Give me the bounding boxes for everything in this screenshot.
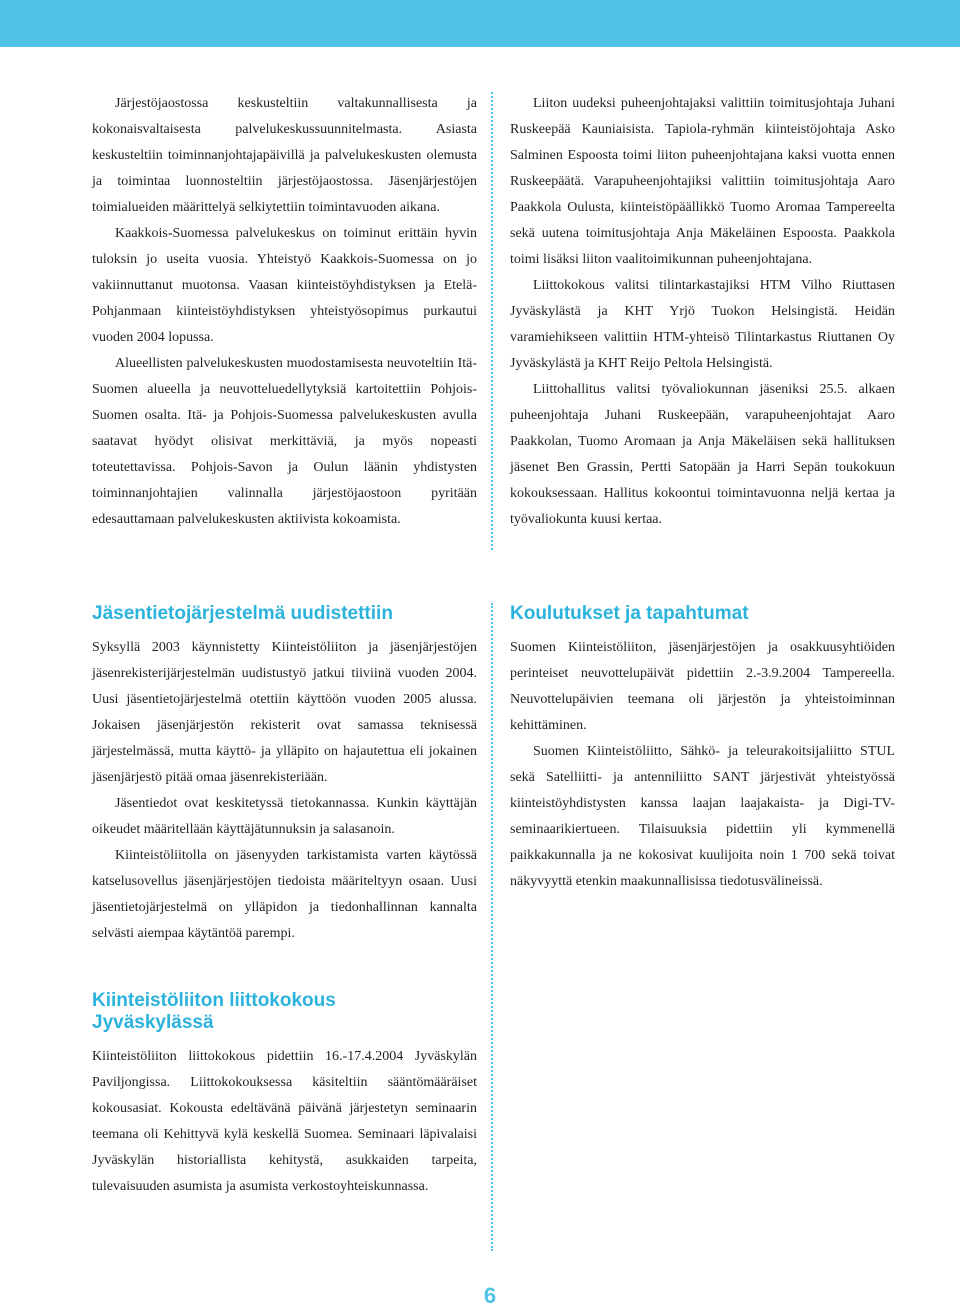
paragraph: Kiinteistöliiton liittokokous pidettiin 16.-17.4.2004 Jyväskylän Paviljongissa. Liittokokouksessa käsiteltiin sääntömääräiset kokousasiat. Kokousta edeltävänä päivänä järjestetyn seminaarin teemana oli Kehittyvä kylä keskellä Suomea. Seminaari läpivalaisi Jyväskylän historiallista kehitystä, asukkaiden tarpeita, tulevaisuuden asumista ja asumista verkostoyhteiskunnassa. xyxy=(92,1049,477,1194)
paragraph: Kiinteistöliitolla on jäsenyyden tarkistamista varten käytössä katselusovellus jäsenjärjestöjen tiedoista määriteltyyn osaan. Uusi jäsentietojärjestelmä on ylläpidon ja tiedonhallinnan kannalta selvästi aiempaa käytäntöä parempi. xyxy=(92,848,477,941)
heading-line: Jyväskylässä xyxy=(92,1012,214,1033)
membership-section xyxy=(92,603,477,947)
section-heading xyxy=(92,990,477,1034)
top-color-band xyxy=(0,0,960,47)
page-number: 6 xyxy=(483,1283,497,1308)
paragraph: Jäsentiedot ovat keskitetyssä tietokannassa. Kunkin käyttäjän oikeudet määritellään käyttäjätunnuksin ja salasanoin. xyxy=(92,796,477,837)
column-divider xyxy=(491,92,493,550)
left-intro-text xyxy=(92,91,477,533)
paragraph: Syksyllä 2003 käynnistetty Kiinteistöliiton ja jäsenjärjestöjen jäsenrekisterijärjestelmän uudistustyö jatkui tiiviinä vuoden 2004. Uusi jäsentietojärjestelmä otettiin käyttöön vuoden 2005 alussa. Jokaisen jäsenjärjestön rekisterit ovat samassa teknisessä järjestelmässä, mutta käyttö- ja ylläpito on hajautettua eli jokainen jäsenjärjestö pitää omaa jäsenrekisteriään. xyxy=(92,640,477,785)
section-heading: Jäsentietojärjestelmä uudistettiin xyxy=(92,603,393,624)
paragraph: Liiton uudeksi puheenjohtajaksi valittiin toimitusjohtaja Juhani Ruskeepää Kauniaisista. Tapiola-ryhmän kiinteistöjohtaja Asko Salminen Espoosta toimi liiton puheenjohtajana kaksi vuotta ennen Ruskeepäätä. Varapuheenjohtajiksi valittiin toimitusjohtaja Aaro Paakkola Oulusta, kiinteistöpäällikkö Tuomo Aromaa Tampereelta sekä uutena toimitusjohtaja Anja Mäkeläinen Espoosta. Paakkola toimi lisäksi liiton vaalitoimikunnan puheenjohtajana. xyxy=(510,96,895,267)
heading-line: Kiinteistöliiton liittokokous xyxy=(92,990,336,1011)
training-section xyxy=(510,603,895,895)
paragraph: Järjestöjaostossa keskusteltiin valtakunnallisesta ja kokonaisvaltaisesta palvelukeskussuunnitelmasta. Asiasta keskusteltiin toiminnanjohtajapäivillä ja palvelukeskusten olemusta ja toimintaa luonnosteltiin järjestöjaostossa. Jäsenjärjestöjen toimialueiden määrittelyä selkiytettiin toimintavuoden aikana. xyxy=(92,96,477,215)
right-intro-text xyxy=(510,91,895,533)
paragraph: Suomen Kiinteistöliiton, jäsenjärjestöjen ja osakkuusyhtiöiden perinteiset neuvottelupäivät pidettiin 2.-3.9.2004 Tampereella. Neuvottelupäivien teemana oli järjestön ja yhteistoiminnan kehittäminen. xyxy=(510,640,895,733)
meeting-section xyxy=(92,990,477,1200)
column-divider xyxy=(491,603,493,1251)
paragraph: Liittokokous valitsi tilintarkastajiksi HTM Vilho Riuttasen Jyväskylästä ja KHT Yrjö Tuokon Helsingistä. Heidän varamiehikseen valittiin HTM-yhteisö Tilintarkastus Riuttanen Oy Jyväskylästä ja KHT Reijo Peltola Helsingistä. xyxy=(510,278,895,371)
paragraph: Suomen Kiinteistöliitto, Sähkö- ja teleurakoitsijaliitto STUL sekä Satelliitti- ja antenniliitto SANT järjestivät yhteistyössä kiinteistöyhdistysten kanssa laajan laajakaista- ja Digi-TV-seminaarikiertueen. Tilaisuuksia pidettiin yli kymmenellä paikkakunnalla ja ne kokosivat kuulijoita noin 1 700 sekä toivat näkyvyyttä etenkin maakunnallisissa tiedotusvälineissä. xyxy=(510,744,895,889)
paragraph: Liittohallitus valitsi työvaliokunnan jäseniksi 25.5. alkaen puheenjohtaja Juhani Ruskeepään, varapuheenjohtajat Aaro Paakkolan, Tuomo Aromaan ja Anja Mäkeläisen sekä hallituksen jäsenet Ben Grassin, Pertti Satopään ja Harri Sepän toukokuun kokouksessaan. Hallitus kokoontui toimintavuonna neljä kertaa ja työvaliokunta kuusi kertaa. xyxy=(510,382,895,527)
section-heading: Koulutukset ja tapahtumat xyxy=(510,603,749,624)
paragraph: Alueellisten palvelukeskusten muodostamisesta neuvoteltiin Itä-Suomen alueella ja neuvotteluedellytyksiä kartoitettiin Pohjois-Suomen osalta. Itä- ja Pohjois-Suomessa palvelukeskusten avulla saatavat hyödyt olisivat merkittäviä, ja myös nopeasti toteutettavissa. Pohjois-Savon ja Oulun läänin yhdistysten toiminnanjohtajien valinnalla järjestöjaostoon pyritään edesauttamaan palvelukeskusten aktiivista kokoamista. xyxy=(92,356,477,527)
paragraph: Kaakkois-Suomessa palvelukeskus on toiminut erittäin hyvin tuloksin jo useita vuosia. Yhteistyö Kaakkois-Suomessa on jo vakiinnuttanut muotonsa. Vaasan kiinteistöyhdistyksen ja Etelä-Pohjanmaan kiinteistöyhdistyksen yhteistyösopimus purkautui vuoden 2004 lopussa. xyxy=(92,226,477,345)
